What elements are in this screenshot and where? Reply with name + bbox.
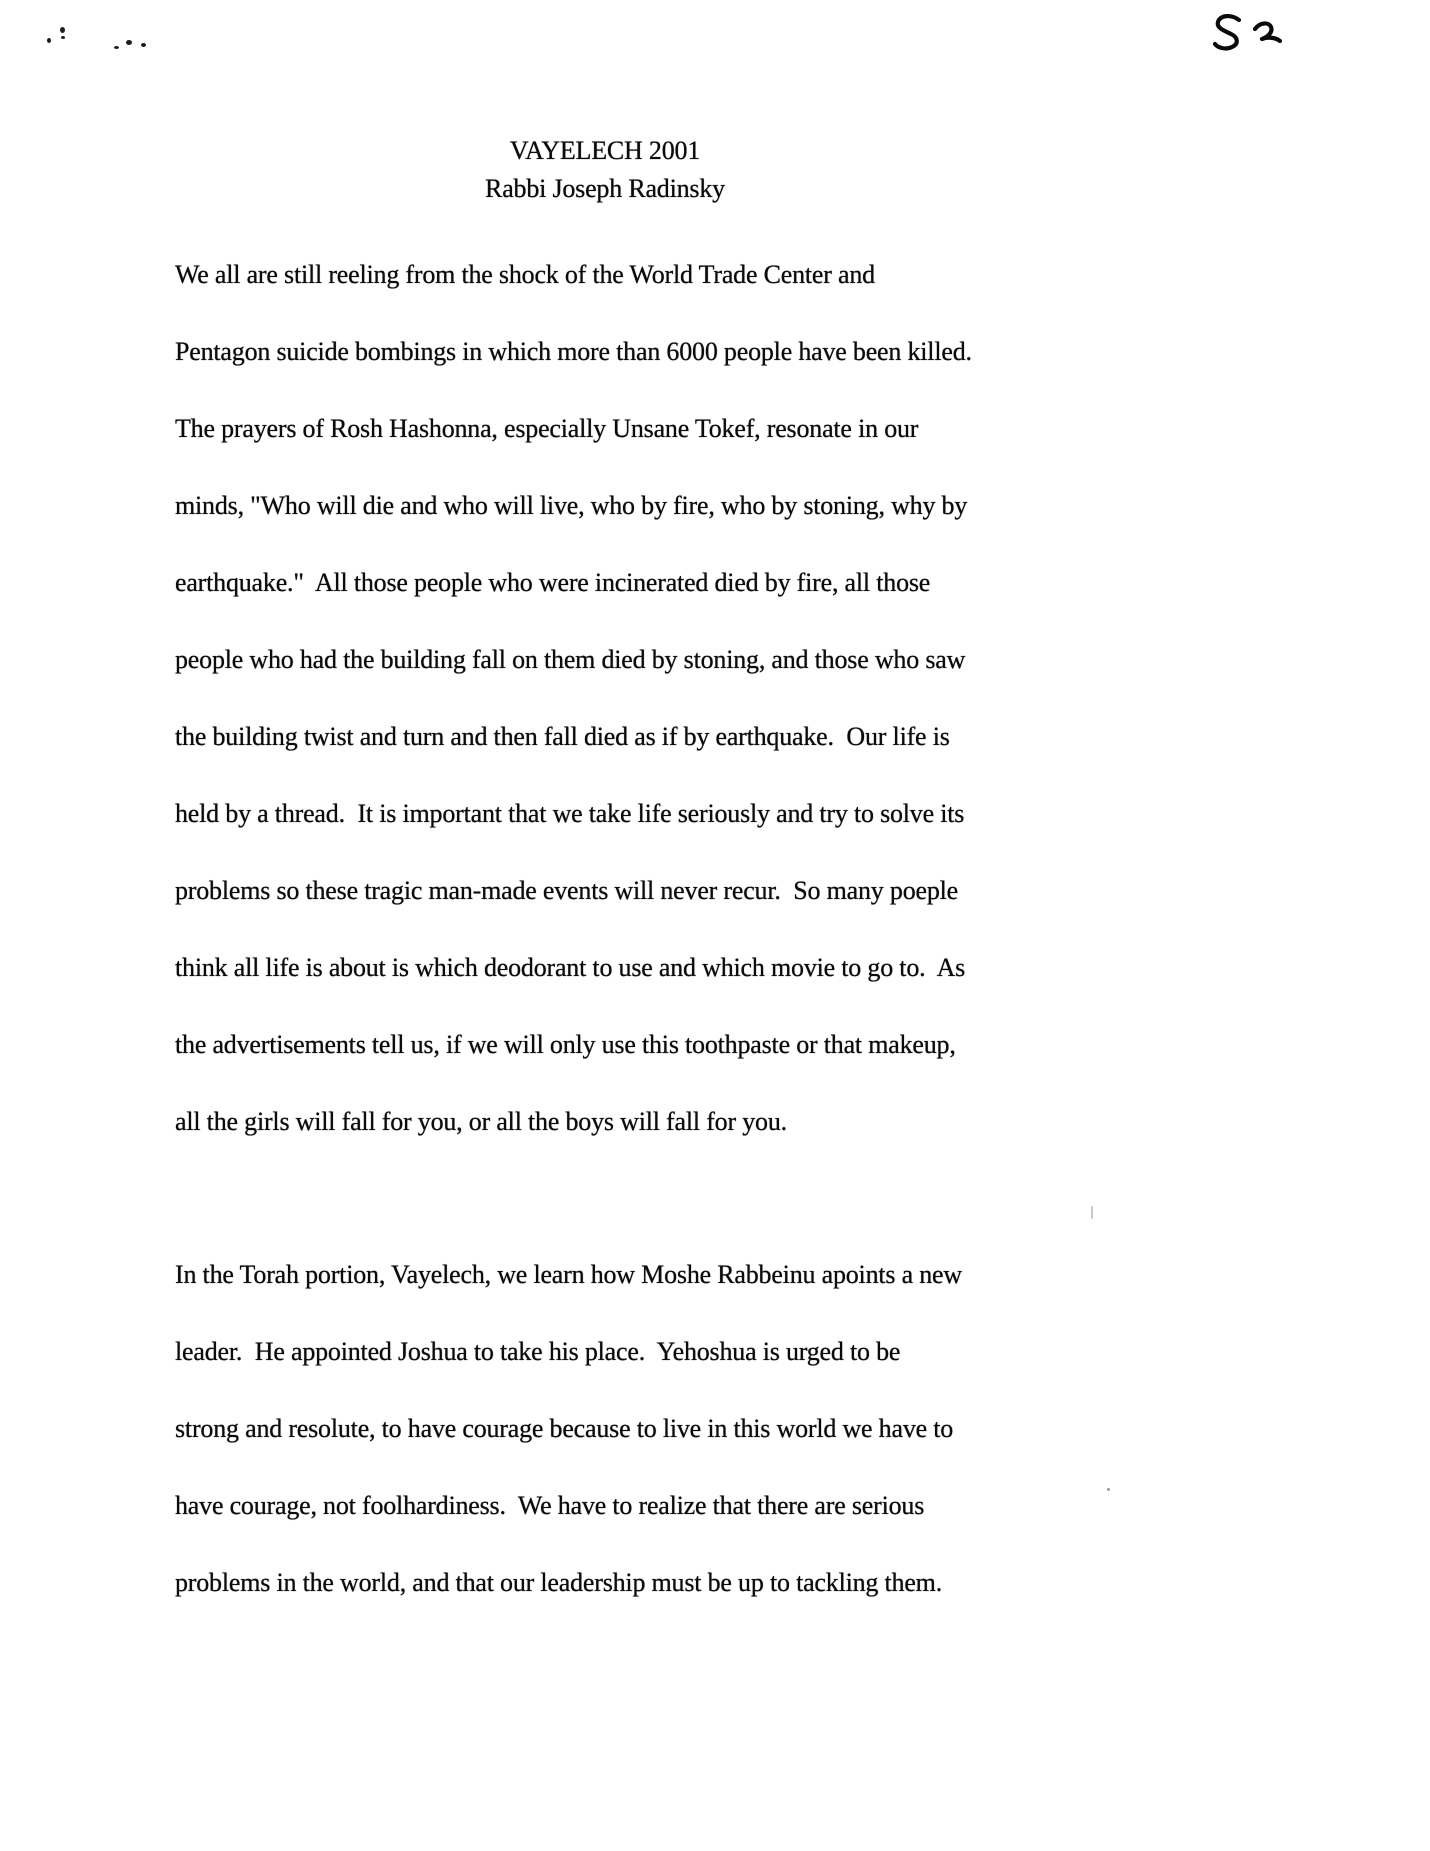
ink-speck xyxy=(47,38,51,43)
ink-speck xyxy=(141,43,146,47)
text-line: In the Torah portion, Vayelech, we learn how Moshe Rabbeinu apoints a new xyxy=(175,1260,962,1289)
text-line: strong and resolute, to have courage because to live in this world we have to xyxy=(175,1414,954,1443)
text-line: minds, "Who will die and who will live, who by fire, who by stoning, why by xyxy=(175,491,968,520)
text-line: held by a thread. It is important that we take life seriously and try to solve its xyxy=(175,799,965,828)
paragraph-1 xyxy=(175,236,1275,1160)
text-line: people who had the building fall on them died by stoning, and those who saw xyxy=(175,645,966,674)
handwriting-icon xyxy=(1205,8,1295,58)
text-line: think all life is about is which deodorant to use and which movie to go to. As xyxy=(175,953,966,982)
ink-speck xyxy=(114,46,119,49)
ink-speck xyxy=(61,36,65,39)
paragraph-2 xyxy=(175,1236,1275,1621)
text-line: The prayers of Rosh Hashonna, especially Unsane Tokef, resonate in our xyxy=(175,414,919,443)
stray-mark xyxy=(1091,1206,1093,1219)
text-line: all the girls will fall for you, or all the boys will fall for you. xyxy=(175,1107,787,1136)
text-line: problems in the world, and that our leadership must be up to tackling them. xyxy=(175,1568,943,1597)
text-line: We all are still reeling from the shock of the World Trade Center and xyxy=(175,260,875,289)
text-line: earthquake." All those people who were incinerated died by fire, all those xyxy=(175,568,931,597)
text-line: leader. He appointed Joshua to take his place. Yehoshua is urged to be xyxy=(175,1337,901,1366)
ink-speck xyxy=(126,40,132,45)
ink-speck xyxy=(60,27,65,33)
document-author: Rabbi Joseph Radinsky xyxy=(485,174,725,203)
text-line: the advertisements tell us, if we will only use this toothpaste or that makeup, xyxy=(175,1030,956,1059)
text-line: Pentagon suicide bombings in which more than 6000 people have been killed. xyxy=(175,337,972,366)
text-line: have courage, not foolhardiness. We have to realize that there are serious xyxy=(175,1491,925,1520)
text-line: the building twist and turn and then fall died as if by earthquake. Our life is xyxy=(175,722,950,751)
document-title: VAYELECH 2001 xyxy=(509,136,701,165)
handwritten-page-mark xyxy=(1205,8,1295,58)
text-line: problems so these tragic man-made events will never recur. So many poeple xyxy=(175,876,959,905)
document-header xyxy=(175,132,1035,208)
